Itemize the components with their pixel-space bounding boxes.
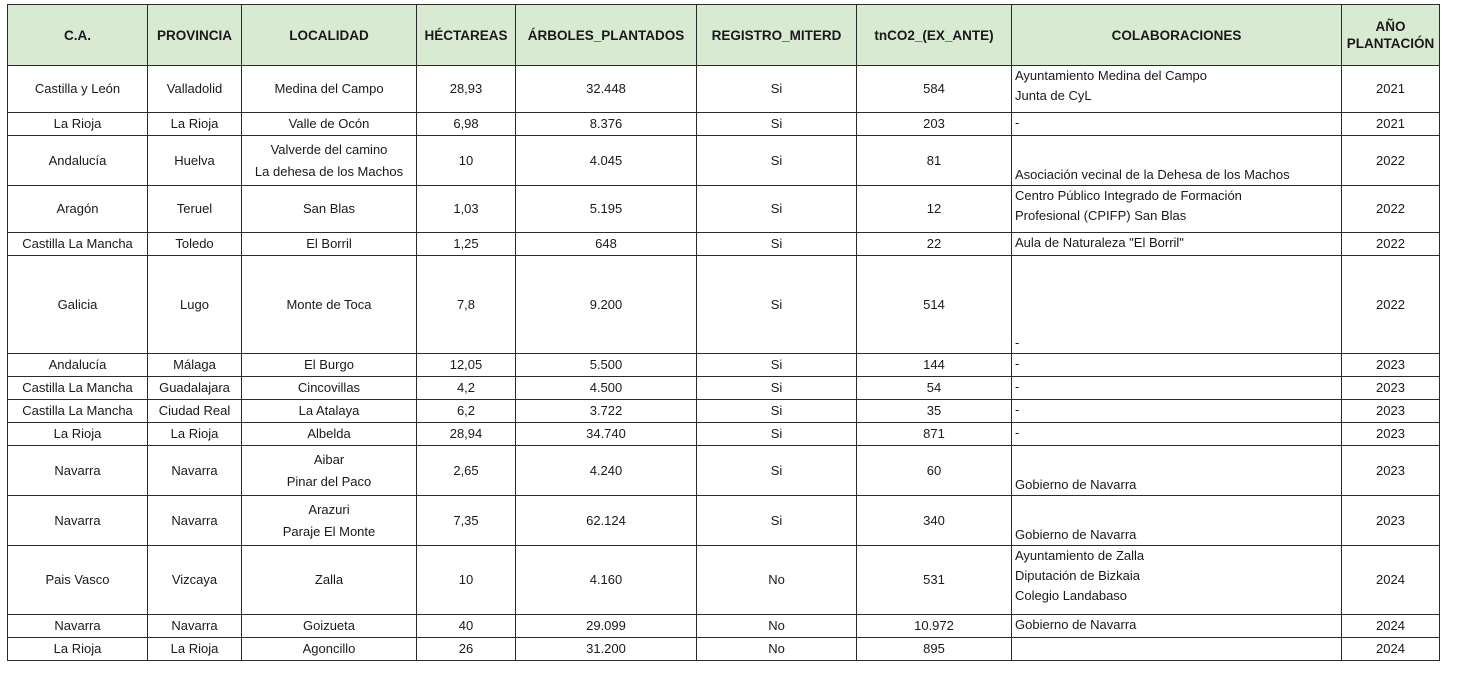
table-row — [8, 233, 1440, 256]
cell-colaboraciones — [1012, 638, 1342, 661]
cell-ca: Galicia — [8, 256, 148, 354]
header-anio — [1342, 5, 1440, 66]
cell-colaboraciones — [1012, 66, 1342, 113]
cell-colaboraciones — [1012, 400, 1342, 423]
cell-arboles: 34.740 — [516, 423, 697, 446]
table-row — [8, 496, 1440, 546]
cell-arboles: 62.124 — [516, 496, 697, 546]
header-arboles: ÁRBOLES_PLANTADOS — [516, 5, 697, 66]
cell-arboles: 4.240 — [516, 446, 697, 496]
cell-tnco2: 81 — [857, 136, 1012, 186]
cell-tnco2: 895 — [857, 638, 1012, 661]
cell-localidad — [242, 638, 417, 661]
cell-tnco2: 531 — [857, 546, 1012, 615]
cell-localidad — [242, 496, 417, 546]
colaboracion-line: - — [1015, 115, 1020, 130]
table-row — [8, 377, 1440, 400]
cell-colaboraciones — [1012, 233, 1342, 256]
cell-tnco2: 10.972 — [857, 615, 1012, 638]
colaboracion-line: Junta de CyL — [1015, 88, 1092, 103]
cell-colaboraciones — [1012, 446, 1342, 496]
cell-provincia: Teruel — [148, 186, 242, 233]
localidad-line: El Borril — [306, 236, 352, 251]
header-anio-line: PLANTACIÓN — [1346, 36, 1435, 51]
cell-ca: Castilla La Mancha — [8, 233, 148, 256]
cell-hectareas: 1,03 — [417, 186, 516, 233]
cell-hectareas: 2,65 — [417, 446, 516, 496]
cell-registro: No — [697, 638, 857, 661]
cell-tnco2: 340 — [857, 496, 1012, 546]
cell-localidad — [242, 186, 417, 233]
cell-anio: 2023 — [1342, 354, 1440, 377]
cell-arboles: 4.045 — [516, 136, 697, 186]
cell-provincia: Guadalajara — [148, 377, 242, 400]
cell-registro: Si — [697, 233, 857, 256]
cell-tnco2: 584 — [857, 66, 1012, 113]
colaboracion-line: Gobierno de Navarra — [1015, 617, 1137, 632]
cell-localidad — [242, 446, 417, 496]
localidad-line: Valverde del camino — [270, 141, 388, 157]
cell-colaboraciones — [1012, 113, 1342, 136]
table-row — [8, 638, 1440, 661]
colaboracion-line: - — [1015, 402, 1020, 417]
cell-localidad — [242, 400, 417, 423]
cell-provincia: Vizcaya — [148, 546, 242, 615]
cell-anio: 2023 — [1342, 377, 1440, 400]
cell-tnco2: 54 — [857, 377, 1012, 400]
cell-arboles: 4.500 — [516, 377, 697, 400]
cell-arboles: 9.200 — [516, 256, 697, 354]
cell-anio: 2023 — [1342, 446, 1440, 496]
cell-anio: 2022 — [1342, 136, 1440, 186]
cell-ca: La Rioja — [8, 638, 148, 661]
cell-registro: Si — [697, 113, 857, 136]
colaboracion-line: Aula de Naturaleza "El Borril" — [1015, 235, 1184, 250]
cell-registro: Si — [697, 400, 857, 423]
cell-colaboraciones — [1012, 186, 1342, 233]
header-row — [8, 5, 1440, 66]
cell-ca: Andalucía — [8, 354, 148, 377]
colaboracion-line: - — [1015, 379, 1020, 394]
localidad-line: El Burgo — [304, 357, 354, 372]
cell-arboles: 29.099 — [516, 615, 697, 638]
cell-ca: La Rioja — [8, 113, 148, 136]
table-row — [8, 423, 1440, 446]
cell-hectareas: 10 — [417, 546, 516, 615]
header-hectareas: HÉCTAREAS — [417, 5, 516, 66]
cell-registro: Si — [697, 136, 857, 186]
localidad-line: La Atalaya — [298, 403, 360, 418]
cell-ca: Castilla La Mancha — [8, 400, 148, 423]
cell-registro: Si — [697, 423, 857, 446]
cell-anio: 2023 — [1342, 400, 1440, 423]
cell-hectareas: 7,35 — [417, 496, 516, 546]
cell-colaboraciones — [1012, 256, 1342, 354]
colaboracion-line: - — [1015, 356, 1020, 371]
cell-tnco2: 60 — [857, 446, 1012, 496]
cell-hectareas: 1,25 — [417, 233, 516, 256]
cell-hectareas: 6,2 — [417, 400, 516, 423]
cell-colaboraciones — [1012, 354, 1342, 377]
cell-arboles: 32.448 — [516, 66, 697, 113]
cell-colaboraciones — [1012, 615, 1342, 638]
header-anio-line: AÑO — [1375, 19, 1406, 34]
localidad-line: Cincovillas — [297, 380, 361, 395]
cell-provincia: Navarra — [148, 446, 242, 496]
cell-registro: Si — [697, 496, 857, 546]
cell-provincia: Ciudad Real — [148, 400, 242, 423]
cell-arboles: 31.200 — [516, 638, 697, 661]
colaboracion-line: Profesional (CPIFP) San Blas — [1015, 208, 1187, 223]
cell-ca: Navarra — [8, 496, 148, 546]
cell-hectareas: 4,2 — [417, 377, 516, 400]
table-row — [8, 400, 1440, 423]
cell-hectareas: 28,93 — [417, 66, 516, 113]
cell-anio: 2022 — [1342, 186, 1440, 233]
cell-tnco2: 514 — [857, 256, 1012, 354]
cell-registro: Si — [697, 66, 857, 113]
localidad-line: San Blas — [302, 201, 356, 216]
localidad-line: Aibar — [313, 451, 345, 467]
cell-arboles: 648 — [516, 233, 697, 256]
cell-provincia: La Rioja — [148, 113, 242, 136]
cell-ca: Navarra — [8, 615, 148, 638]
cell-anio: 2024 — [1342, 546, 1440, 615]
cell-localidad — [242, 66, 417, 113]
colaboracion-line: - — [1015, 335, 1020, 350]
cell-provincia: La Rioja — [148, 423, 242, 446]
table-row — [8, 546, 1440, 615]
cell-localidad — [242, 615, 417, 638]
cell-arboles: 4.160 — [516, 546, 697, 615]
cell-registro: Si — [697, 256, 857, 354]
cell-localidad — [242, 256, 417, 354]
colaboracion-line: Asociación vecinal de la Dehesa de los Machos — [1015, 167, 1290, 182]
cell-hectareas: 7,8 — [417, 256, 516, 354]
cell-hectareas: 10 — [417, 136, 516, 186]
header-registro: REGISTRO_MITERD — [697, 5, 857, 66]
cell-localidad — [242, 546, 417, 615]
localidad-line: Medina del Campo — [274, 81, 384, 96]
table-row — [8, 113, 1440, 136]
cell-registro: Si — [697, 354, 857, 377]
cell-tnco2: 35 — [857, 400, 1012, 423]
cell-anio: 2023 — [1342, 423, 1440, 446]
cell-provincia: Huelva — [148, 136, 242, 186]
header-ca: C.A. — [8, 5, 148, 66]
cell-anio: 2022 — [1342, 256, 1440, 354]
colaboracion-line: Diputación de Bizkaia — [1015, 568, 1141, 583]
cell-registro: Si — [697, 446, 857, 496]
colaboracion-line: Gobierno de Navarra — [1015, 527, 1137, 542]
cell-colaboraciones — [1012, 423, 1342, 446]
cell-arboles: 5.500 — [516, 354, 697, 377]
cell-arboles: 5.195 — [516, 186, 697, 233]
table-row — [8, 186, 1440, 233]
cell-anio: 2021 — [1342, 66, 1440, 113]
header-colaboraciones: COLABORACIONES — [1012, 5, 1342, 66]
colaboracion-line: Colegio Landabaso — [1015, 588, 1128, 603]
cell-colaboraciones — [1012, 377, 1342, 400]
cell-ca: Andalucía — [8, 136, 148, 186]
cell-ca: La Rioja — [8, 423, 148, 446]
localidad-line: Albelda — [307, 426, 351, 441]
colaboracion-line: - — [1015, 425, 1020, 440]
localidad-line: Arazuri — [308, 501, 350, 517]
cell-hectareas: 12,05 — [417, 354, 516, 377]
cell-ca: Pais Vasco — [8, 546, 148, 615]
cell-registro: No — [697, 615, 857, 638]
cell-provincia: Navarra — [148, 496, 242, 546]
cell-provincia: Navarra — [148, 615, 242, 638]
cell-localidad — [242, 233, 417, 256]
cell-registro: Si — [697, 186, 857, 233]
cell-arboles: 8.376 — [516, 113, 697, 136]
cell-hectareas: 28,94 — [417, 423, 516, 446]
cell-arboles: 3.722 — [516, 400, 697, 423]
cell-ca: Navarra — [8, 446, 148, 496]
cell-registro: Si — [697, 377, 857, 400]
cell-colaboraciones — [1012, 546, 1342, 615]
localidad-line: La dehesa de los Machos — [254, 163, 404, 179]
cell-localidad — [242, 423, 417, 446]
plantations-table — [7, 4, 1440, 661]
cell-tnco2: 871 — [857, 423, 1012, 446]
localidad-line: Agoncillo — [302, 641, 356, 656]
cell-provincia: Valladolid — [148, 66, 242, 113]
localidad-line: Valle de Ocón — [288, 116, 370, 131]
cell-anio: 2021 — [1342, 113, 1440, 136]
header-provincia: PROVINCIA — [148, 5, 242, 66]
table-row — [8, 446, 1440, 496]
cell-tnco2: 144 — [857, 354, 1012, 377]
cell-localidad — [242, 136, 417, 186]
cell-provincia: La Rioja — [148, 638, 242, 661]
header-tnco2: tnCO2_(EX_ANTE) — [857, 5, 1012, 66]
colaboracion-line: Ayuntamiento Medina del Campo — [1015, 68, 1207, 83]
cell-tnco2: 22 — [857, 233, 1012, 256]
cell-registro: No — [697, 546, 857, 615]
cell-colaboraciones — [1012, 136, 1342, 186]
cell-tnco2: 203 — [857, 113, 1012, 136]
colaboracion-line: Gobierno de Navarra — [1015, 477, 1137, 492]
cell-anio: 2024 — [1342, 615, 1440, 638]
localidad-line: Zalla — [314, 572, 344, 587]
cell-provincia: Lugo — [148, 256, 242, 354]
cell-anio: 2022 — [1342, 233, 1440, 256]
colaboracion-line: Centro Público Integrado de Formación — [1015, 188, 1242, 203]
table-row — [8, 66, 1440, 113]
cell-anio: 2024 — [1342, 638, 1440, 661]
header-localidad: LOCALIDAD — [242, 5, 417, 66]
localidad-line: Pinar del Paco — [286, 473, 372, 489]
localidad-line: Monte de Toca — [286, 296, 372, 312]
cell-hectareas: 6,98 — [417, 113, 516, 136]
cell-hectareas: 26 — [417, 638, 516, 661]
table-row — [8, 354, 1440, 377]
table-row — [8, 615, 1440, 638]
cell-localidad — [242, 377, 417, 400]
cell-colaboraciones — [1012, 496, 1342, 546]
cell-localidad — [242, 113, 417, 136]
cell-localidad — [242, 354, 417, 377]
cell-hectareas: 40 — [417, 615, 516, 638]
cell-ca: Aragón — [8, 186, 148, 233]
colaboracion-line: Ayuntamiento de Zalla — [1015, 548, 1145, 563]
cell-anio: 2023 — [1342, 496, 1440, 546]
cell-provincia: Toledo — [148, 233, 242, 256]
table-row — [8, 136, 1440, 186]
localidad-line: Goizueta — [302, 618, 356, 633]
cell-ca: Castilla y León — [8, 66, 148, 113]
localidad-line: Paraje El Monte — [282, 523, 376, 539]
table-row — [8, 256, 1440, 354]
cell-provincia: Málaga — [148, 354, 242, 377]
cell-tnco2: 12 — [857, 186, 1012, 233]
cell-ca: Castilla La Mancha — [8, 377, 148, 400]
